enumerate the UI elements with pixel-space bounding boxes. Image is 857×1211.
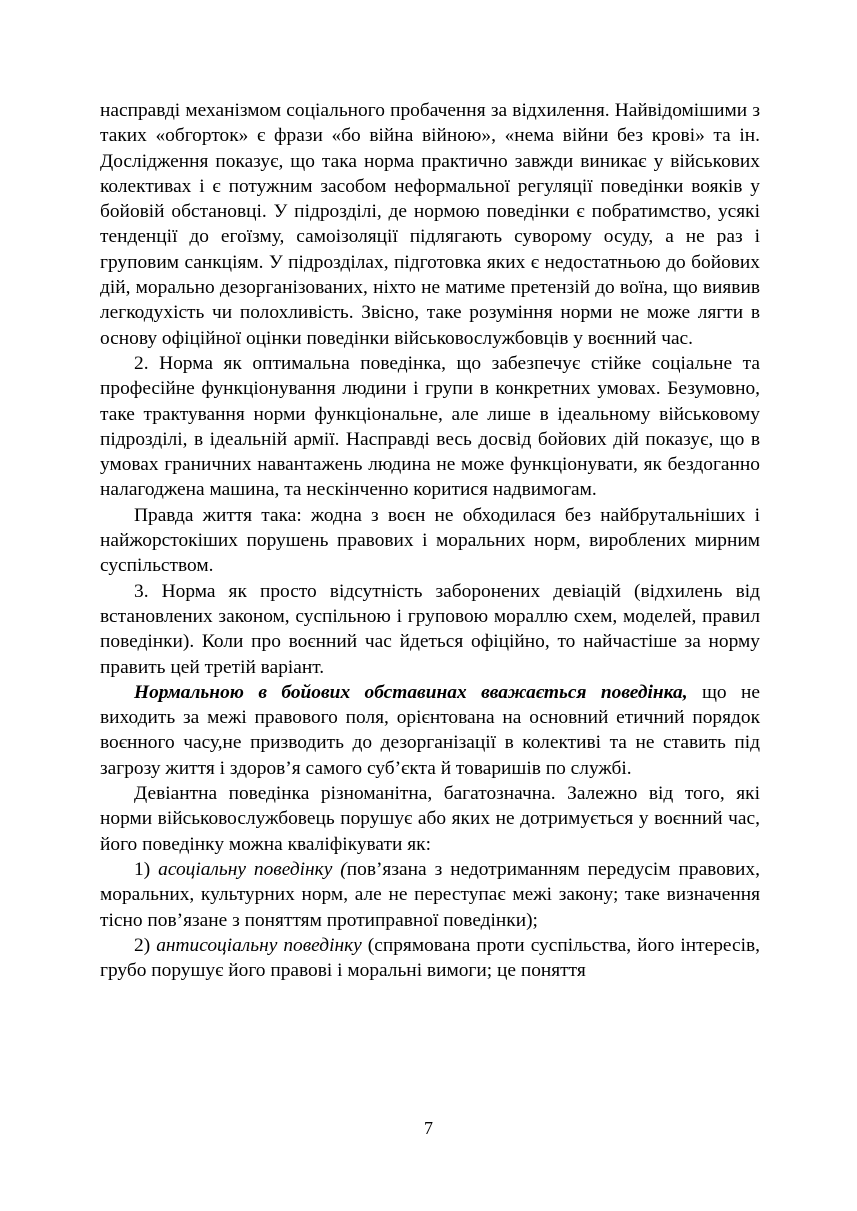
paragraph-normal-behavior [100, 680, 760, 781]
paragraph-1-continuation: насправді механізмом соціального пробачення за відхилення. Найвідомішими з таких «обгорток» є фрази «бо війна війною», «нема війни без крові» та ін. Дослідження показує, що така норма практично завжди виникає у військових колективах і є потужним засобом неформальної регуляції поведінки вояків у бойовій обстановці. У підрозділі, де нормою поведінки є побратимство, усякі тенденції до егоїзму, самоізоляції підлягають суворому осуду, а не раз і груповим санкціям. У підрозділах, підготовка яких є недостатньою до бойових дій, морально дезорганізованих, ніхто не матиме претензій до воїна, що виявив легкодухість чи полохливість. Звісно, таке розуміння норми не може лягти в основу офіційної оцінки поведінки військовослужбовців у воєнний час. [100, 100, 760, 349]
asocial-term: асоціальну поведінку ( [158, 858, 347, 880]
page-body [100, 98, 760, 983]
asocial-text: пов’язана з недотриманням передусім правових, моральних, культурних норм, але не переступає межі закону; таке визначення тісно пов’язане з поняттям протиправної поведінки); [100, 858, 760, 931]
paragraph-antisocial [100, 933, 760, 984]
paragraph-deviant-behavior: Девіантна поведінка різноманітна, багатозначна. Залежно від того, які норми військовослужбовець порушує або яких не дотримується у воєнний час, його поведінку можна кваліфікувати як: [100, 783, 760, 855]
antisocial-list-number: 2) [134, 934, 157, 956]
paragraph-truth-of-life: Правда життя така: жодна з воєн не обходилася без найбрутальніших і найжорстокіших порушень правових і моральних норм, вироблених мирним суспільством. [100, 504, 760, 577]
antisocial-term: антисоціальну поведінку [156, 934, 362, 956]
normal-behavior-text: що не виходить за межі правового поля, орієнтована на основний етичний порядок воєнного часу,не призводить до дезорганізації в колективі та не ставить під загрозу життя і здоров’я самого суб’єкта й товаришів по службі. [100, 681, 760, 779]
page-number: 7 [424, 1118, 433, 1138]
normal-behavior-emphasis: Нормальною в бойових обставинах вважається поведінка, [134, 681, 688, 703]
paragraph-norm-2: 2. Норма як оптимальна поведінка, що забезпечує стійке соціальне та професійне функціонування людини і групи в конкретних умовах. Безумовно, таке трактування норми функціональне, але лише в ідеальному військовому підрозділі, в ідеальній армії. Насправді весь досвід бойових дій показує, що в умовах граничних навантажень людина не може функціонувати, як бездоганно налагоджена машина, та нескінченно коритися надвимогам. [100, 352, 760, 501]
paragraph-asocial [100, 857, 760, 933]
asocial-list-number: 1) [134, 858, 159, 880]
antisocial-text: (спрямована проти суспільства, його інтересів, грубо порушує його правові і моральні вимоги; це поняття [100, 934, 760, 982]
paragraph-norm-3: 3. Норма як просто відсутність заборонених девіацій (відхилень від встановлених законом, суспільною і груповою мораллю схем, моделей, правил поведінки). Коли про воєнний час йдеться офіційно, то найчастіше за норму править цей третій варіант. [100, 580, 760, 678]
